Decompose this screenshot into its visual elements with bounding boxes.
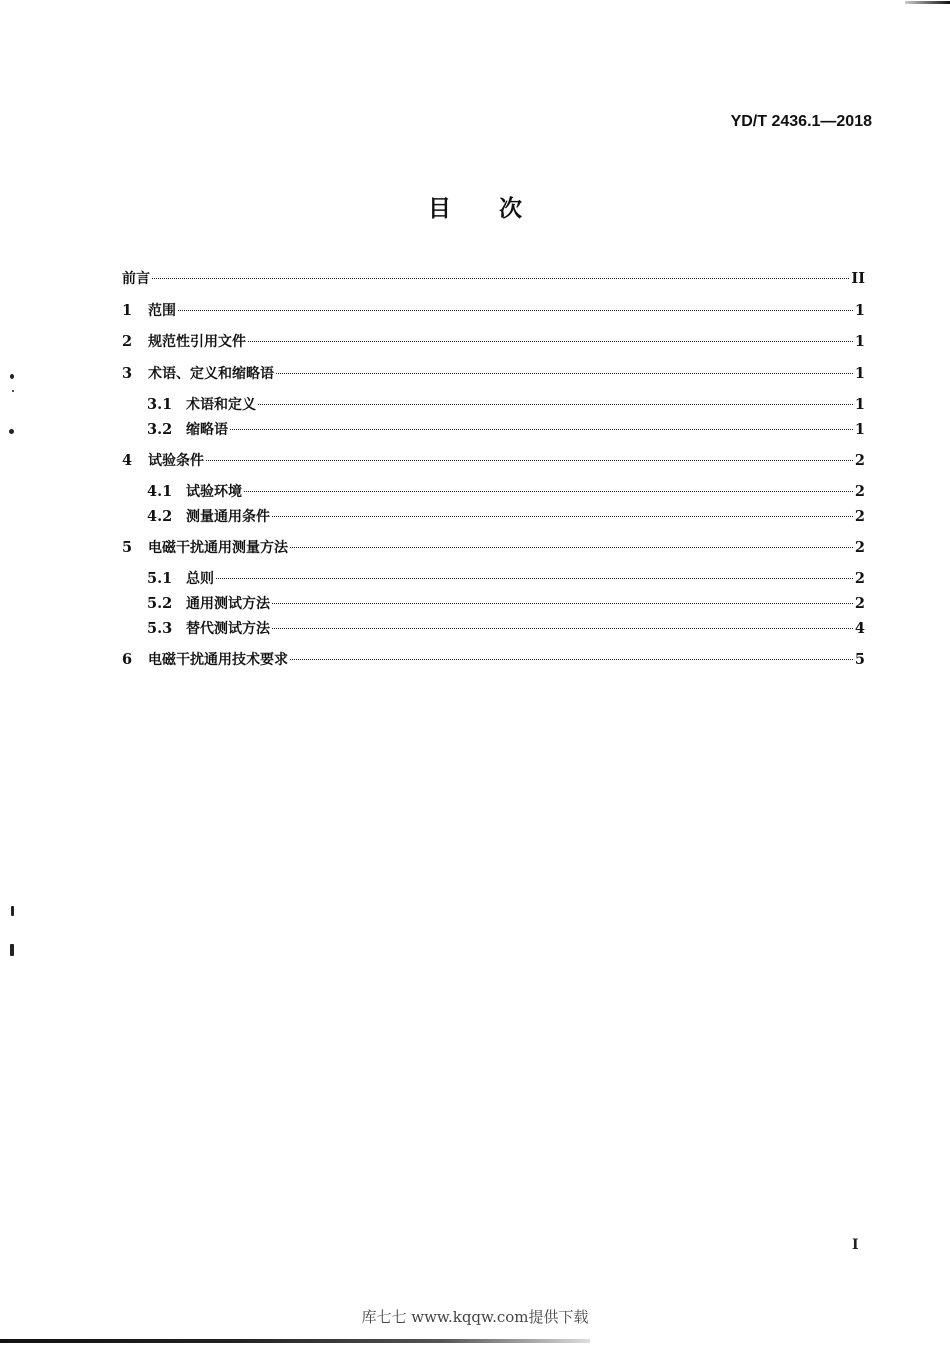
toc-entry-foreword[interactable] bbox=[122, 268, 865, 290]
toc-entry-4[interactable] bbox=[122, 450, 865, 472]
toc-entry-number: 6 bbox=[122, 651, 133, 668]
scan-speck bbox=[9, 429, 14, 434]
toc-entry-label: 术语、定义和缩略语 bbox=[148, 366, 274, 382]
scan-speck bbox=[10, 374, 14, 379]
dot-leader bbox=[272, 603, 853, 604]
toc-entry-label: 试验条件 bbox=[148, 453, 204, 469]
scan-speck bbox=[11, 906, 14, 916]
toc-entry-label: 前言 bbox=[122, 271, 150, 287]
toc-entry-label: 电磁干扰通用测量方法 bbox=[148, 540, 288, 556]
toc-entry-5-2[interactable] bbox=[147, 593, 865, 615]
toc-entry-number: 3 bbox=[122, 365, 133, 382]
toc-entry-page: 1 bbox=[854, 396, 865, 413]
dot-leader bbox=[276, 373, 853, 374]
toc-entry-3-1[interactable] bbox=[147, 394, 865, 416]
dot-leader bbox=[178, 310, 853, 311]
toc-entry-number: 3.1 bbox=[147, 396, 173, 413]
toc-entry-page: 1 bbox=[854, 302, 865, 319]
toc-entry-3-2[interactable] bbox=[147, 419, 865, 441]
toc-entry-3[interactable] bbox=[122, 363, 865, 385]
page-title: 目次 bbox=[428, 196, 570, 222]
toc-entry-number: 4.2 bbox=[147, 508, 173, 525]
toc-entry-page: 2 bbox=[854, 483, 865, 500]
toc-entry-5[interactable] bbox=[122, 537, 865, 559]
scan-edge-mark-bottom bbox=[0, 1339, 590, 1343]
dot-leader bbox=[272, 628, 853, 629]
toc-entry-label: 测量通用条件 bbox=[186, 509, 270, 525]
dot-leader bbox=[244, 491, 853, 492]
toc-entry-5-1[interactable] bbox=[147, 568, 865, 590]
dot-leader bbox=[206, 460, 853, 461]
toc-entry-page: 5 bbox=[854, 651, 865, 668]
toc-entry-label: 缩略语 bbox=[186, 422, 228, 438]
dot-leader bbox=[290, 659, 853, 660]
toc-entry-label: 通用测试方法 bbox=[186, 596, 270, 612]
toc-entry-4-1[interactable] bbox=[147, 481, 865, 503]
dot-leader bbox=[258, 404, 853, 405]
scan-speck bbox=[10, 944, 14, 956]
toc-entry-label: 总则 bbox=[186, 571, 214, 587]
toc-entry-label: 试验环境 bbox=[186, 484, 242, 500]
dot-leader bbox=[216, 578, 853, 579]
toc-entry-page: 2 bbox=[854, 452, 865, 469]
scan-edge-mark-top bbox=[905, 1, 950, 4]
toc-entry-page: 1 bbox=[854, 365, 865, 382]
dot-leader bbox=[248, 341, 853, 342]
toc-entry-label: 范围 bbox=[148, 303, 176, 319]
dot-leader bbox=[230, 429, 853, 430]
toc-entry-number: 2 bbox=[122, 333, 133, 350]
toc-entry-label: 替代测试方法 bbox=[186, 621, 270, 637]
toc-entry-number: 4.1 bbox=[147, 483, 173, 500]
toc-entry-1[interactable] bbox=[122, 300, 865, 322]
toc-entry-6[interactable] bbox=[122, 649, 865, 671]
toc-entry-page: 1 bbox=[854, 421, 865, 438]
toc-entry-page: II bbox=[851, 270, 865, 287]
download-watermark: 库七七 www.kqqw.com提供下载 bbox=[361, 1308, 589, 1326]
toc-entry-number: 5.2 bbox=[147, 595, 173, 612]
dot-leader bbox=[272, 516, 853, 517]
toc-entry-page: 1 bbox=[854, 333, 865, 350]
toc-entry-label: 电磁干扰通用技术要求 bbox=[148, 652, 288, 668]
standard-code: YD/T 2436.1—2018 bbox=[730, 113, 872, 130]
toc-entry-4-2[interactable] bbox=[147, 506, 865, 528]
toc-entry-number: 3.2 bbox=[147, 421, 173, 438]
toc-entry-number: 5.3 bbox=[147, 620, 173, 637]
toc-entry-page: 2 bbox=[854, 508, 865, 525]
toc-entry-number: 1 bbox=[122, 302, 133, 319]
toc-entry-label: 术语和定义 bbox=[186, 397, 256, 413]
scan-speck bbox=[12, 390, 14, 392]
toc-entry-2[interactable] bbox=[122, 331, 865, 353]
toc-entry-number: 4 bbox=[122, 452, 133, 469]
toc-entry-number: 5.1 bbox=[147, 570, 173, 587]
toc-entry-page: 2 bbox=[854, 570, 865, 587]
toc-entry-number: 5 bbox=[122, 539, 133, 556]
page-number: I bbox=[852, 1237, 859, 1253]
dot-leader bbox=[290, 547, 853, 548]
dot-leader bbox=[152, 278, 849, 279]
toc-entry-page: 2 bbox=[854, 595, 865, 612]
toc-entry-page: 2 bbox=[854, 539, 865, 556]
toc-entry-page: 4 bbox=[854, 620, 865, 637]
toc-entry-5-3[interactable] bbox=[147, 618, 865, 640]
toc-entry-label: 规范性引用文件 bbox=[148, 334, 246, 350]
